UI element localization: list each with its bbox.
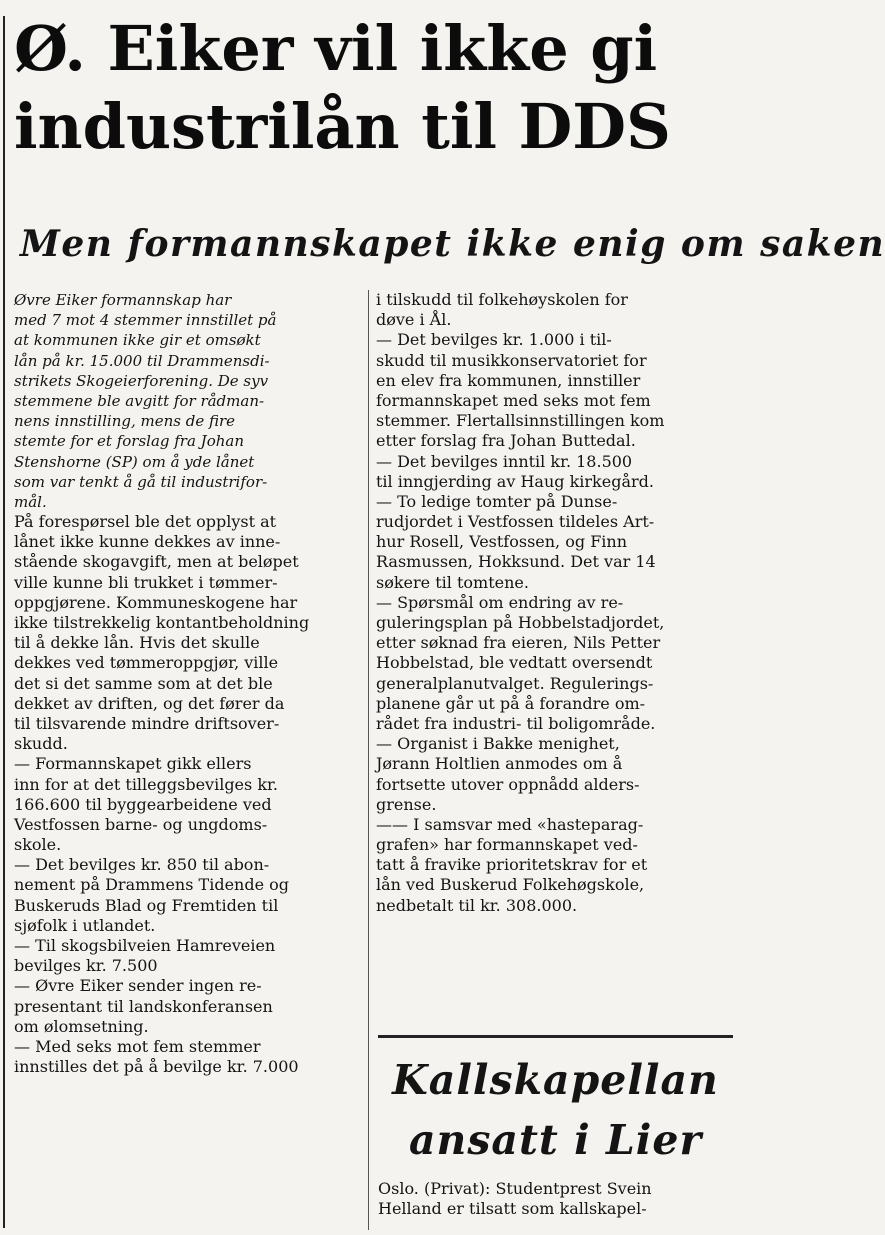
text-line: — Det bevilges kr. 850 til abon- xyxy=(14,855,270,875)
text-line: —— I samsvar med «hasteparag- xyxy=(376,814,644,834)
text-line: grense. xyxy=(376,794,437,814)
text-line: generalplanutvalget. Regulerings- xyxy=(376,673,654,693)
text-line: — To ledige tomter på Dunse- xyxy=(376,491,618,511)
text-line: Hobbelstad, ble vedtatt oversendt xyxy=(376,653,653,673)
text-line: guleringsplan på Hobbelstadjordet, xyxy=(376,613,665,632)
text-line: På forespørsel ble det opplyst at xyxy=(14,512,277,532)
text-line: innstilles det på å bevilge kr. 7.000 xyxy=(14,1057,299,1077)
text-line: stående skogavgift, men at beløpet xyxy=(14,552,299,572)
body-line: Helland er tilsatt som kallskapel- xyxy=(378,1199,647,1219)
text-line: etter søknad fra eieren, Nils Petter xyxy=(376,633,661,653)
text-line: — Spørsmål om endring av re- xyxy=(376,592,624,612)
text-line: dekkes ved tømmeroppgjør, ville xyxy=(14,653,279,673)
text-line: rådet fra industri- til boligområde. xyxy=(376,713,656,733)
text-line: at kommunen ikke gir et omsøkt xyxy=(14,331,261,350)
text-line: det si det samme som at det ble xyxy=(14,673,273,693)
text-line: lån ved Buskerud Folkehøgskole, xyxy=(376,875,645,895)
text-line: Rasmussen, Hokksund. Det var 14 xyxy=(376,552,656,572)
text-line: — Det bevilges kr. 1.000 i til- xyxy=(376,330,612,350)
text-line: lånet ikke kunne dekkes av inne- xyxy=(14,532,281,552)
text-line: Øvre Eiker formannskap har xyxy=(14,291,232,309)
text-line: — Til skogsbilveien Hamreveien xyxy=(14,936,276,955)
text-line: planene går ut på å forandre om- xyxy=(376,693,646,713)
second-article-body xyxy=(378,1178,733,1218)
article-headline xyxy=(14,10,739,166)
text-line: formannskapet med seks mot fem xyxy=(376,390,651,410)
text-line: presentant til landskonferansen xyxy=(14,996,273,1016)
headline-line: Kallskapellan xyxy=(392,1056,719,1104)
text-line: Buskeruds Blad og Fremtiden til xyxy=(14,895,279,915)
text-line: skudd til musikkonservatoriet for xyxy=(376,350,647,370)
text-line: ikke tilstrekkelig kontantbeholdning xyxy=(14,613,310,632)
article-column-right xyxy=(376,290,734,916)
headline-line: ansatt i Lier xyxy=(408,1116,703,1164)
text-line: — Det bevilges inntil kr. 18.500 xyxy=(376,451,633,471)
text-line: bevilges kr. 7.500 xyxy=(14,956,158,976)
text-line: stemmene ble avgitt for rådman- xyxy=(14,391,265,410)
text-line: til tilsvarende mindre driftsover- xyxy=(14,713,280,733)
text-line: etter forslag fra Johan Buttedal. xyxy=(376,431,636,451)
text-line: mål. xyxy=(14,492,47,511)
headline-line: Ø. Eiker vil ikke gi xyxy=(14,12,658,85)
text-line: — Formannskapet gikk ellers xyxy=(14,754,252,774)
text-line: inn for at det tilleggsbevilges kr. xyxy=(14,774,278,794)
text-line: søkere til tomtene. xyxy=(376,572,529,592)
text-line: Stenshorne (SP) om å yde lånet xyxy=(14,452,255,471)
text-line: med 7 mot 4 stemmer innstillet på xyxy=(14,311,277,330)
text-line: dekket av driften, og det fører da xyxy=(14,693,285,713)
text-line: oppgjørene. Kommuneskogene har xyxy=(14,592,298,612)
text-line: rudjordet i Vestfossen tildeles Art- xyxy=(376,512,655,532)
text-line: Jørann Holtlien anmodes om å xyxy=(376,754,623,774)
text-line: nement på Drammens Tidende og xyxy=(14,875,290,895)
text-line: sjøfolk i utlandet. xyxy=(14,915,156,935)
text-line: til inngjerding av Haug kirkegård. xyxy=(376,471,654,491)
text-line: tatt å fravike prioritetskrav for et xyxy=(376,855,648,875)
text-line: skudd. xyxy=(14,734,68,754)
text-line: Vestfossen barne- og ungdoms- xyxy=(14,814,268,834)
text-line: hur Rosell, Vestfossen, og Finn xyxy=(376,532,628,552)
text-line: stemte for et forslag fra Johan xyxy=(14,432,244,451)
body-line: Oslo. (Privat): Studentprest Svein xyxy=(378,1179,652,1198)
text-line: døve i Ål. xyxy=(376,310,452,330)
text-line: — Med seks mot fem stemmer xyxy=(14,1036,261,1056)
headline-line: industrilån til DDS xyxy=(14,90,671,163)
text-line: som var tenkt å gå til industrifor- xyxy=(14,472,268,491)
text-line: — Organist i Bakke menighet, xyxy=(376,734,620,754)
column-divider xyxy=(368,290,369,1230)
text-line: 166.600 til byggearbeidene ved xyxy=(14,794,272,814)
text-line: nens innstilling, mens de fire xyxy=(14,412,236,431)
article-separator-rule xyxy=(378,1035,733,1038)
text-line: ville kunne bli trukket i tømmer- xyxy=(14,572,278,592)
text-line: grafen» har formannskapet ved- xyxy=(376,835,638,855)
article-column-left xyxy=(14,290,364,1077)
text-line: til å dekke lån. Hvis det skulle xyxy=(14,633,260,653)
text-line: — Øvre Eiker sender ingen re- xyxy=(14,976,262,996)
second-article-headline xyxy=(378,1050,733,1170)
text-line: om ølomsetning. xyxy=(14,1016,149,1036)
text-line: i tilskudd til folkehøyskolen for xyxy=(376,290,628,309)
page-left-rule xyxy=(3,16,5,1228)
text-line: en elev fra kommunen, innstiller xyxy=(376,370,641,390)
text-line: fortsette utover oppnådd alders- xyxy=(376,774,640,794)
article-subhead: Men formannskapet ikke enig om saken xyxy=(20,223,885,265)
text-line: lån på kr. 15.000 til Drammensdi- xyxy=(14,351,270,370)
text-line: skole. xyxy=(14,835,62,855)
text-line: strikets Skogeierforening. De syv xyxy=(14,371,269,390)
text-line: stemmer. Flertallsinnstillingen kom xyxy=(376,411,665,431)
text-line: nedbetalt til kr. 308.000. xyxy=(376,895,578,915)
